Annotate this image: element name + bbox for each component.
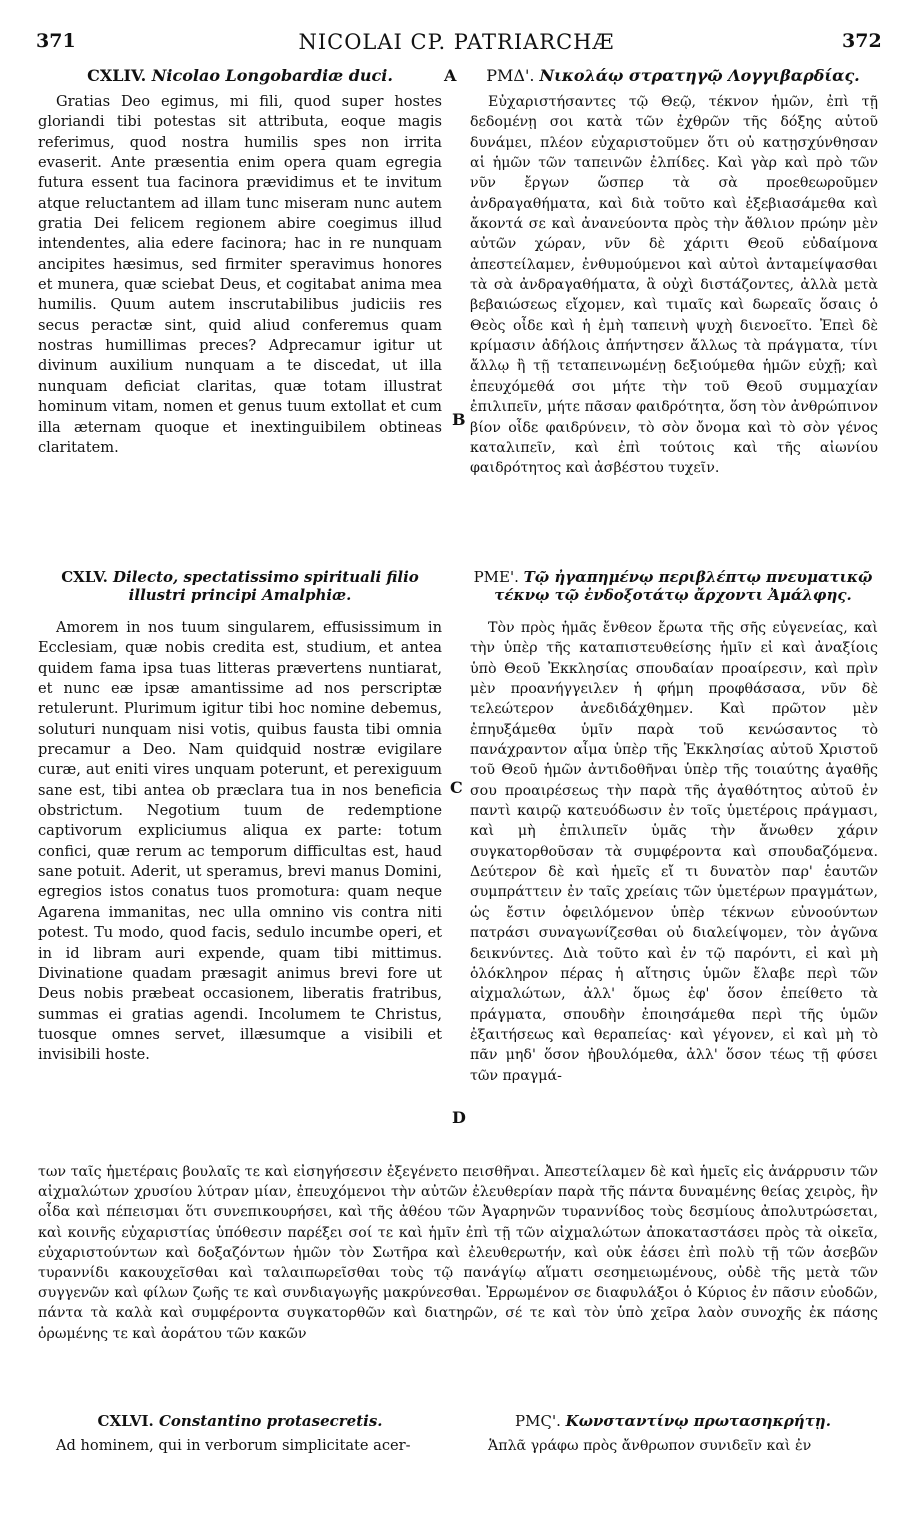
- letter-title: Κωνσταντίνῳ πρωτασηκρήτῃ.: [565, 1412, 831, 1430]
- paragraph: Ἁπλᾶ γράφω πρὸς ἄνθρωπον συνιδεῖν καὶ ἐν: [488, 1438, 812, 1454]
- letter-number: ΡΜΕ'.: [473, 568, 519, 586]
- letter-146-latin-heading: [40, 1412, 440, 1430]
- margin-marker-b: B: [452, 410, 466, 429]
- letter-144-latin-heading: [40, 66, 440, 85]
- letter-145-greek-heading: [468, 568, 878, 604]
- letter-title: Dilecto, spectatissimo spirituali filio illustri principi Amalphiæ.: [113, 568, 419, 604]
- letter-145-latin-body: [38, 618, 442, 1158]
- margin-marker-d: D: [452, 1108, 466, 1127]
- letter-title: Νικολάῳ στρατηγῷ Λογγιβαρδίας.: [539, 66, 860, 85]
- letter-144-greek-body: [470, 92, 878, 562]
- page-number-right: 372: [842, 30, 882, 52]
- letter-number: ΡΜϚ'.: [515, 1412, 561, 1430]
- paragraph: Εὐχαριστήσαντες τῷ Θεῷ, τέκνον ἡμῶν, ἐπὶ τῇ δεδομένῃ σοι κατὰ τῶν ἐχθρῶν τῆς δόξης αὐτοῦ δυνάμει, πλέον εὐχαριστοῦμεν ὅτι οὐ κατῃσχύνθησαν αἱ ἡμῶν τῶν ταπεινῶν ἐλπίδες. Καὶ γὰρ καὶ πρὸ τῶν νῦν ἔργων ὥσπερ τὰ σὰ προεθεωροῦμεν ἀνδραγαθήματα, καὶ διὰ τοῦτο καὶ ἐξεβιασάμεθα καὶ ἄκοντά σε καὶ ἀνανεύοντα πρὸς τὴν ἄθλιον πρώην μὲν αὐτῶν χώραν, νῦν δὲ χάριτι Θεοῦ εὐδαίμονα ἀπεστείλαμεν, ἐνθυμούμενοι καὶ αὐτοὶ ἀνταμείψασθαι τὰ σὰ ἀνδραγαθήματα, ἃ οὐχὶ διστάζοντες, ἀλλὰ μετὰ βεβαιώσεως εἴχομεν, καὶ τιμαῖς καὶ δωρεαῖς ὅσαις ὁ Θεὸς οἶδε καὶ ἡ ἐμὴ ταπεινὴ ψυχὴ διενοεῖτο. Ἐπεὶ δὲ κρίμασιν ἀδήλοις ἀπήντησεν ἄλλως τὰ πράγματα, τίνι ἄλλῳ ἢ τῇ τεταπεινωμένῃ δεξιούμεθα ἡμῶν εὐχῇ; καὶ ἐπευχόμεθά σοι μήτε τὴν τοῦ Θεοῦ συμμαχίαν ἐπιλιπεῖν, μήτε πᾶσαν φαιδρότητα, ὅση τὸν ἀνθρώπινον βίον οἶδε φαιδρύνειν, τὸ σὸν ὄνομα καὶ τὸ σὸν γένος καταλιπεῖν, καὶ ἐπὶ τούτοις καὶ τῆς αἰωνίου φαιδρότητος καὶ ἀσβέστου τυχεῖν.: [470, 94, 878, 477]
- letter-title: Nicolao Longobardiæ duci.: [151, 66, 393, 85]
- paragraph: Gratias Deo egimus, mi fili, quod super hostes gloriandi tibi potestas sit attributa, eoque magis referimus, quod nostra humilis spes non irrita evaserit. Ante præsentia enim opera quam egregia futura essent tua facinora prævidimus et te invitum atque reluctantem ad illam tunc miseram nunc autem gratia Dei felicem regionem abire coegimus illud intendentes, alia edere facinora; hac in re nunquam ancipites hæsimus, sed firmiter speravimus honores et munera, quæ sciebat Deus, et cogitabat anima mea humilis. Quum autem inscrutabilibus judiciis res secus peractæ sint, quid aliud conferemus quam nostras humillimas preces? Adprecamur igitur ut divinum auxilium nunquam a te discedat, ut illa nunquam deficiat claritas, quæ totam illustrat hominum vitam, nomen et genus tuum extollat et cum illa æternam quoque et inextinguibilem obtineas claritatem.: [38, 93, 442, 456]
- page-number-left: 371: [36, 30, 76, 52]
- paragraph: Amorem in nos tuum singularem, effusissimum in Ecclesiam, quæ nobis credita est, studium, et antea quidem fama ipsa tuas litteras prævertens nuntiarat, et nunc eæ ipsæ amantissime ad nos perscriptæ retulerunt. Plurimum igitur tibi hoc nomine debemus, soluturi nunquam nisi votis, quibus fausta tibi omnia precamur a Deo. Nam quidquid nostræ evigilare curæ, aut eniti vires unquam poterunt, et perexiguum sane est, tibi antea ob præclara tua in nos beneficia obstrictum. Negotium tuum de redemptione captivorum expliciumus aliqua ex parte: totum confici, quæ rerum ac temporum difficultas est, haud sane potuit. Aderit, ut speramus, brevi manus Domini, egregios istos conatus tuos promotura: quam neque Agarena immanitas, nec ulla omnino vis contra niti potest. Tu modo, quod facis, sedulo incumbe operi, et in id libram auri expende, quam tibi mittimus. Divinatione quadam præsagit animus brevi fore ut Deus nobis præbeat occasionem, liberatis fratribus, summas ei gratias agendi. Incolumem te Christus, tuosque omnes servet, illæsumque a visibili et invisibili hoste.: [38, 619, 442, 1064]
- letter-146-latin-body: [38, 1436, 442, 1456]
- margin-marker-a: A: [444, 66, 457, 85]
- letter-145-latin-heading: [40, 568, 440, 604]
- letter-number: CXLIV.: [87, 66, 147, 85]
- letter-146-greek-body: [470, 1436, 878, 1456]
- letter-title: Constantino protasecretis.: [158, 1412, 383, 1430]
- letter-144-latin-body: [38, 92, 442, 522]
- letter-146-greek-heading: [468, 1412, 878, 1430]
- letter-number: ΡΜΔ'.: [486, 66, 535, 85]
- letter-145-greek-continuation: [38, 1162, 878, 1384]
- paragraph: των ταῖς ἡμετέραις βουλαῖς τε καὶ εἰσηγήσεσιν ἐξεγένετο πεισθῆναι. Ἀπεστείλαμεν δὲ καὶ ἡμεῖς εἰς ἀνάρρυσιν τῶν αἰχμαλώτων χρυσίου λύτραν μίαν, ἐπευχόμενοι τὴν αὐτῶν ἐλευθερίαν παρὰ τῆς πάντα δυναμένης θείας χειρὸς, ἣν οἶδα καὶ πέπεισμαι ὅτι συνεπικουρήσει, καὶ τῆς ἀθέου τῶν Ἀγαρηνῶν τυραννίδος τοὺς δεσμίους ἀπολυτρώσεται, καὶ κοινῆς εὐχαριστίας ὑπόθεσιν παρέξει σοί τε καὶ ἡμῖν ἐπὶ τῇ τῶν αἰχμαλώτων ἀποκαταστάσει πρὸς τὰ οἰκεῖα, εὐχαριστούντων καὶ δοξαζόντων ἡμῶν τὸν Σωτῆρα καὶ ἐλευθερωτήν, καὶ οὐκ ἐάσει ἐπὶ πολὺ τῇ τῶν ἀσεβῶν τυραννίδι κακουχεῖσθαι καὶ ταλαιπωρεῖσθαι τοὺς τῷ πανάγίῳ αἵματι σεσημειωμένους, οὐδὲ τῆς μετὰ τῶν συγγενῶν καὶ φίλων ζωῆς τε καὶ συνδιαγωγῆς μακρύνεσθαι. Ἐρρωμένον σε διαφυλάξοι ὁ Κύριος ἐν πᾶσιν εὐοδῶν, πάντα τὰ καλὰ καὶ συμφέροντα συγκατορθῶν καὶ διατηρῶν, σέ τε καὶ τὸν ὑπὸ χεῖρα λαὸν συνοχῆς ἐκ πάσης ὁρωμένης τε καὶ ἀοράτου τῶν κακῶν: [38, 1164, 878, 1342]
- letter-number: CXLV.: [61, 568, 108, 586]
- letter-number: CXLVI.: [97, 1412, 154, 1430]
- running-title: NICOLAI CP. PATRIARCHÆ: [298, 30, 615, 54]
- letter-title: Τῷ ἠγαπημένῳ περιβλέπτῳ πνευματικῷ τέκνῳ τῷ ἐνδοξοτάτῳ ἄρχοντι Ἀμάλφης.: [494, 568, 873, 604]
- paragraph: Ad hominem, qui in verborum simplicitate acer-: [56, 1437, 411, 1454]
- letter-145-greek-body: [470, 618, 878, 1162]
- margin-marker-c: C: [450, 778, 463, 797]
- letter-144-greek-heading: [468, 66, 878, 85]
- paragraph: Τὸν πρὸς ἡμᾶς ἔνθεον ἔρωτα τῆς σῆς εὐγενείας, καὶ τὴν ὑπὲρ τῆς καταπιστευθείσης ἡμῖν εἰ καὶ ἀναξίοις ὑπὸ Θεοῦ Ἐκκλησίας σπουδαίαν προαίρεσιν, καὶ πρὶν μὲν προανήγγειλεν ἡ φήμη προφθάσασα, νῦν δὲ τελεώτερον ἀνεδιδάχθημεν. Καὶ πρῶτον μὲν ἐπηυξάμεθα ὑμῖν παρὰ τοῦ κενώσαντος τὸ πανάχραντον αἷμα ὑπὲρ τῆς Ἐκκλησίας αὐτοῦ Χριστοῦ τοῦ Θεοῦ ἡμῶν ἀντιδοθῆναι ὑπὲρ τῆς τοιαύτης ἀγαθῆς σου προαιρέσεως τὴν παρὰ τῆς ἀγαθότητος αὐτοῦ ἐν παντὶ καιρῷ κατευόδωσιν ἐν τοῖς ὑμετέροις πράγμασι, καὶ μὴ ἐπιλιπεῖν ὑμᾶς τὴν ἄνωθεν χάριν συγκατορθοῦσαν τὰ συμφέροντα καὶ σπουδαζόμενα. Δεύτερον δὲ καὶ ἡμεῖς εἴ τι δυνατὸν παρ' ἑαυτῶν συμπράττειν ἐν ταῖς χρείαις τῶν ὑμετέρων πραγμάτων, ὡς ἔστιν ὀφειλόμενον ὑπὲρ τέκνων εὐνοούντων πατράσι συναγωνίζεσθαι οὐ διαλείψομεν, τὸν ἀγῶνα δεικνύντες. Διὰ τοῦτο καὶ ἐν τῷ παρόντι, εἰ καὶ μὴ ὁλόκληρον πέρας ἡ αἴτησις ὑμῶν ἔλαβε περὶ τῶν αἰχμαλώτων, ἀλλ' ὅμως ἐφ' ὅσον ἐπείθετο τὰ πράγματα, σπουδὴν ἐποιησάμεθα περὶ τῆς ὑμῶν ἐξαιτήσεως καὶ θεραπείας· καὶ γέγονεν, εἰ καὶ μὴ τὸ πᾶν μηδ' ὅσον ἠβουλόμεθα, ἀλλ' ὅσον τέως τῇ φύσει τῶν πραγμά-: [470, 620, 878, 1084]
